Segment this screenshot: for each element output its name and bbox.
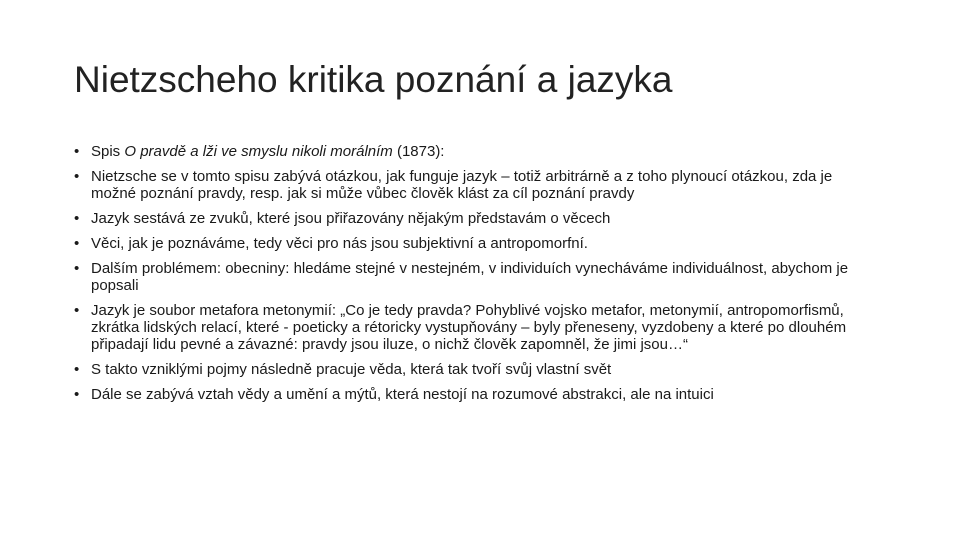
bullet-text: (1873):	[392, 143, 445, 160]
bullet-item: • S takto vzniklými pojmy následně pracuje věda, která tak tvoří svůj vlastní svět	[74, 361, 874, 378]
slide-title: Nietzscheho kritika poznání a jazyka	[74, 59, 673, 100]
bullet-item: • Nietzsche se v tomto spisu zabývá otázkou, jak funguje jazyk – totiž arbitrárně a z toho plynoucí otázkou, zda je možné poznání pravdy, resp. jak si může vůbec člověk klást za cíl poznání pravdy	[74, 168, 874, 202]
bullet-item: • Dalším problémem: obecniny: hledáme stejné v nestejném, v individuích vynecháváme individuálnost, abychom je popsali	[74, 260, 874, 294]
bullet-text: Spis	[91, 143, 125, 160]
bullet-item: • Dále se zabývá vztah vědy a umění a mýtů, která nestojí na rozumové abstrakci, ale na intuici	[74, 386, 874, 403]
bullet-item: • Věci, jak je poznáváme, tedy věci pro nás jsou subjektivní a antropomorfní.	[74, 235, 874, 252]
bullet-item	[74, 143, 874, 160]
bullet-list	[74, 143, 874, 403]
bullet-item: • Jazyk sestává ze zvuků, které jsou přiřazovány nějakým představám o věcech	[74, 210, 874, 227]
work-title: O pravdě a lži ve smyslu nikoli morálním	[124, 143, 393, 160]
bullet-item: • Jazyk je soubor metafora metonymií: „Co je tedy pravda? Pohyblivé vojsko metafor, metonymií, antropomorfismů, zkrátka lidských relací, které - poeticky a rétoricky vystupňovány – byly přeneseny, vyzdobeny a které po dlouhém připadají lidu pevné a závazné: pravdy jsou iluze, o nichž člověk zapomněl, že jimi jsou…“	[74, 302, 874, 353]
